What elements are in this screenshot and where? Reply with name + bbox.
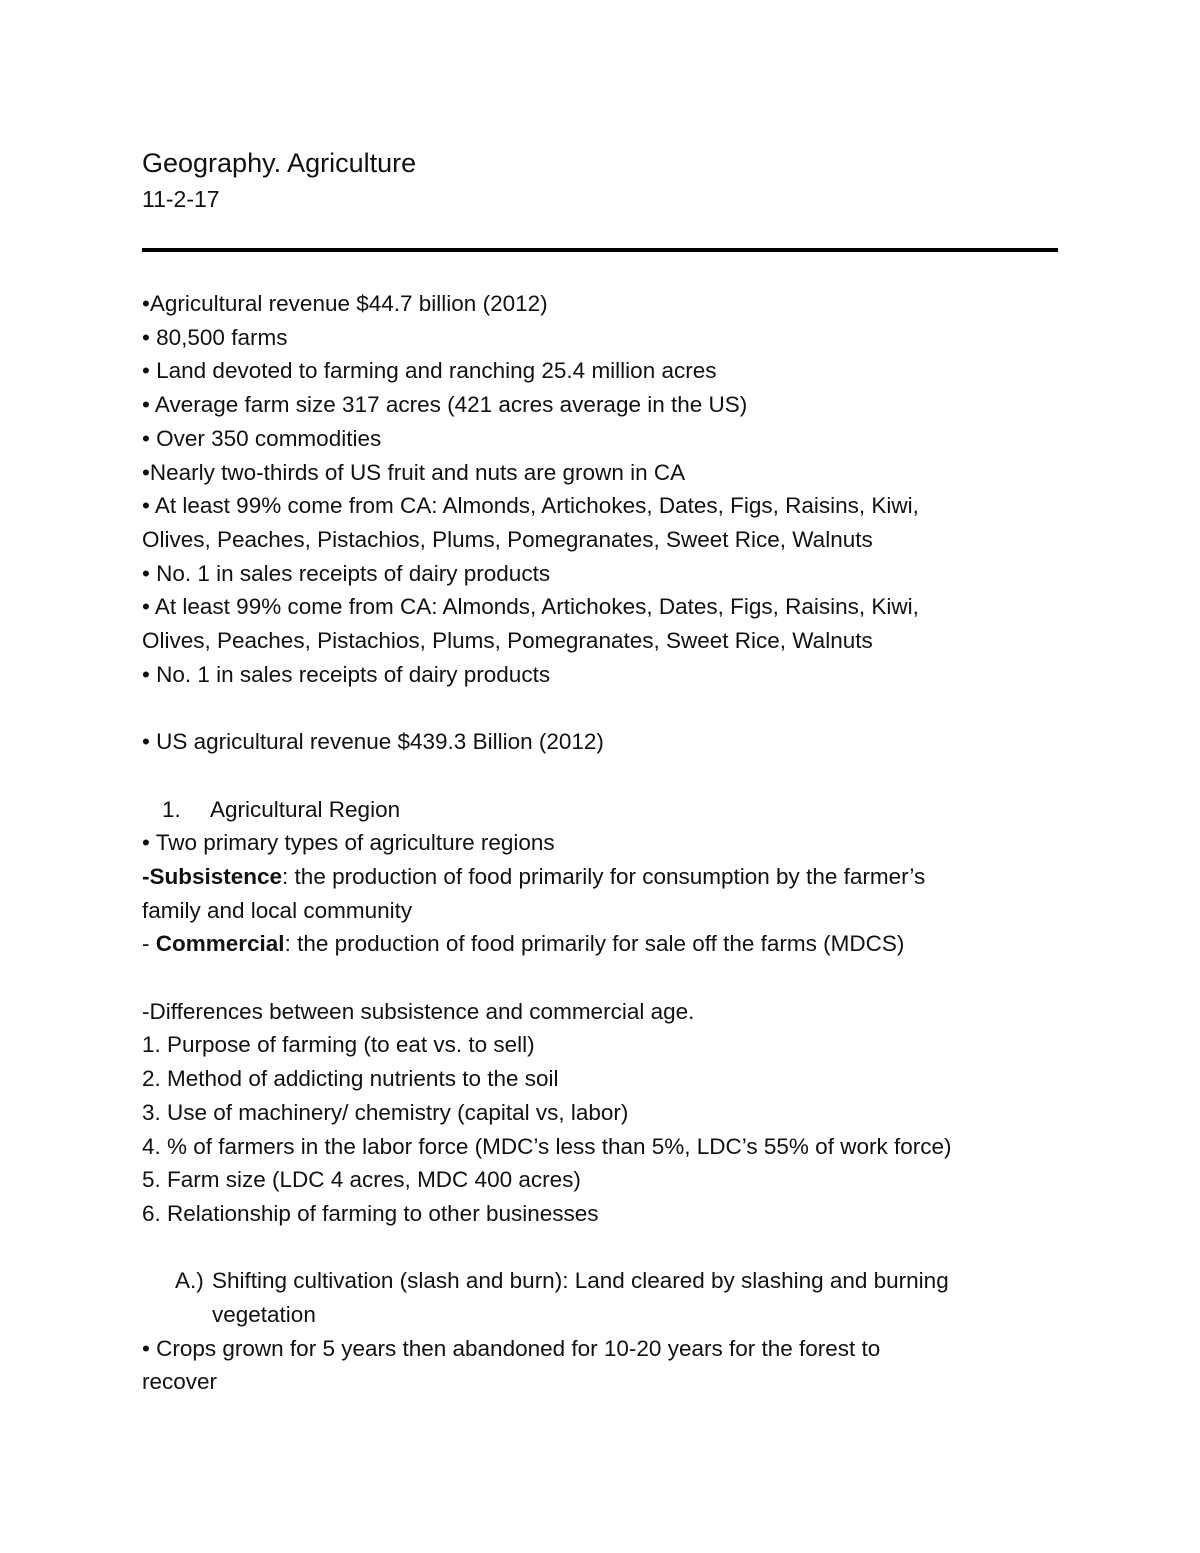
spacer xyxy=(142,691,1062,725)
definition-text: : the production of food primarily for consumption by the farmer’s xyxy=(282,863,926,889)
list-item-continuation: Olives, Peaches, Pistachios, Plums, Pomegranates, Sweet Rice, Walnuts xyxy=(142,628,873,654)
list-item: • Average farm size 317 acres (421 acres average in the US) xyxy=(142,392,748,418)
list-item: • Over 350 commodities xyxy=(142,425,382,451)
spacer xyxy=(142,961,1062,995)
list-item: • At least 99% come from CA: Almonds, Artichokes, Dates, Figs, Raisins, Kiwi, xyxy=(142,594,919,620)
term-commercial: Commercial xyxy=(155,931,285,957)
spacer xyxy=(142,1231,1062,1265)
numbered-item: 1. Purpose of farming (to eat vs. to sell) xyxy=(142,1032,535,1058)
numbered-item: 3. Use of machinery/ chemistry (capital vs, labor) xyxy=(142,1099,629,1125)
us-revenue-item: • US agricultural revenue $439.3 Billion (2012) xyxy=(142,729,604,755)
list-item: • No. 1 in sales receipts of dairy products xyxy=(142,661,551,687)
list-item-continuation: Olives, Peaches, Pistachios, Plums, Pomegranates, Sweet Rice, Walnuts xyxy=(142,526,873,552)
list-item: • At least 99% come from CA: Almonds, Artichokes, Dates, Figs, Raisins, Kiwi, xyxy=(142,493,919,519)
subsection-a xyxy=(142,1264,1062,1331)
definition-text: : the production of food primarily for sale off the farms (MDCS) xyxy=(284,931,905,957)
list-item-continuation: recover xyxy=(142,1369,218,1395)
list-item: • No. 1 in sales receipts of dairy products xyxy=(142,560,551,586)
subsection-label: A.) xyxy=(175,1268,204,1294)
definition-subsistence xyxy=(142,860,1062,894)
spacer xyxy=(142,759,1062,793)
section-heading-text: Agricultural Region xyxy=(210,796,401,822)
section-number: 1. xyxy=(162,796,181,822)
document-body xyxy=(142,287,1062,1399)
document-title: Geography. Agriculture xyxy=(142,148,417,178)
definition-continuation: family and local community xyxy=(142,897,413,923)
list-item: • Land devoted to farming and ranching 25.4 million acres xyxy=(142,358,717,384)
list-item: • Two primary types of agriculture regions xyxy=(142,830,555,856)
definition-commercial xyxy=(142,927,1062,961)
horizontal-rule xyxy=(142,248,1058,252)
document-date: 11-2-17 xyxy=(142,186,220,212)
list-item: • Crops grown for 5 years then abandoned for 10-20 years for the forest to xyxy=(142,1335,881,1361)
numbered-item: 2. Method of addicting nutrients to the soil xyxy=(142,1066,559,1092)
list-item: • 80,500 farms xyxy=(142,324,288,350)
definition-prefix: - xyxy=(142,931,156,957)
term-subsistence: -Subsistence xyxy=(142,863,283,889)
subsection-text: Shifting cultivation (slash and burn): Land cleared by slashing and burning xyxy=(212,1268,949,1294)
numbered-item: 6. Relationship of farming to other businesses xyxy=(142,1200,599,1226)
list-item: •Nearly two-thirds of US fruit and nuts are grown in CA xyxy=(142,459,686,485)
numbered-item: 4. % of farmers in the labor force (MDC’s less than 5%, LDC’s 55% of work force) xyxy=(142,1133,952,1159)
numbered-item: 5. Farm size (LDC 4 acres, MDC 400 acres) xyxy=(142,1167,581,1193)
differences-heading: -Differences between subsistence and commercial age. xyxy=(142,998,695,1024)
section-heading xyxy=(142,793,1062,827)
list-item: •Agricultural revenue $44.7 billion (2012) xyxy=(142,291,548,316)
subsection-text-continuation: vegetation xyxy=(212,1302,316,1328)
